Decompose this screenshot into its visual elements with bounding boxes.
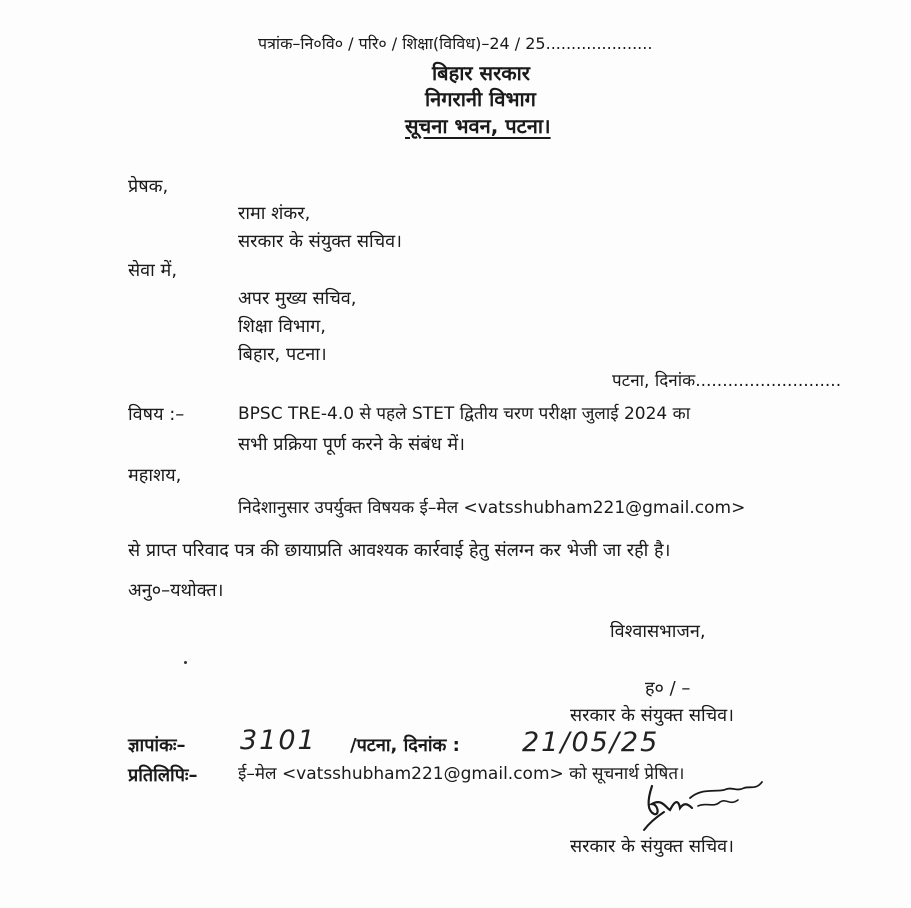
sender-designation: सरकार के संयुक्त सचिव। — [238, 231, 402, 252]
salutation: महाशय, — [128, 465, 182, 486]
recipient-line-2: शिक्षा विभाग, — [238, 316, 327, 337]
final-designation: सरकार के संयुक्त सचिव। — [570, 836, 734, 857]
memo-place-date-label: /पटना, दिनांक : — [350, 735, 460, 756]
enclosure: अनु०–यथोक्त। — [128, 580, 224, 601]
closing-designation: सरकार के संयुक्त सचिव। — [570, 705, 734, 726]
memo-number: 3101 — [240, 725, 317, 756]
office-address: सूचना भवन, पटना। — [405, 114, 551, 138]
sender-label: प्रेषक, — [128, 176, 169, 197]
body-line-1: निदेशानुसार उपर्युक्त विषयक ई–मेल <vatsshubham221@gmail.com> — [238, 498, 746, 518]
dot-mark — [184, 661, 187, 664]
recipient-line-1: अपर मुख्य सचिव, — [238, 288, 357, 309]
subject-line-2: सभी प्रक्रिया पूर्ण करने के संबंध में। — [238, 434, 465, 455]
memo-label: ज्ञापांकः– — [128, 735, 186, 756]
copy-text: ई–मेल <vatsshubham221@gmail.com> को सूचनार्थ प्रेषित। — [238, 764, 685, 784]
closing-yours: विश्वासभाजन, — [610, 621, 706, 642]
department-heading: निगरानी विभाग — [425, 87, 536, 111]
copy-label: प्रतिलिपिः– — [128, 765, 198, 786]
closing-signed: ह० / – — [645, 678, 691, 699]
government-heading: बिहार सरकार — [432, 61, 530, 85]
date-line: पटना, दिनांक........................... — [612, 371, 842, 391]
recipient-label: सेवा में, — [128, 260, 178, 281]
body-line-2: से प्राप्त परिवाद पत्र की छायाप्रति आवश्यक कार्रवाई हेतु संलग्न कर भेजी जा रही है। — [128, 540, 671, 561]
sender-name: रामा शंकर, — [238, 203, 311, 224]
reference-number: पत्रांक–नि०वि० / परि० / शिक्षा(विविध)–24 / 25..................... — [258, 34, 653, 53]
subject-label: विषय :– — [128, 404, 185, 425]
recipient-line-3: बिहार, पटना। — [238, 344, 327, 365]
memo-date: 21/05/25 — [522, 727, 660, 758]
subject-line-1: BPSC TRE-4.0 से पहले STET द्वितीय चरण परीक्षा जुलाई 2024 का — [238, 404, 691, 424]
